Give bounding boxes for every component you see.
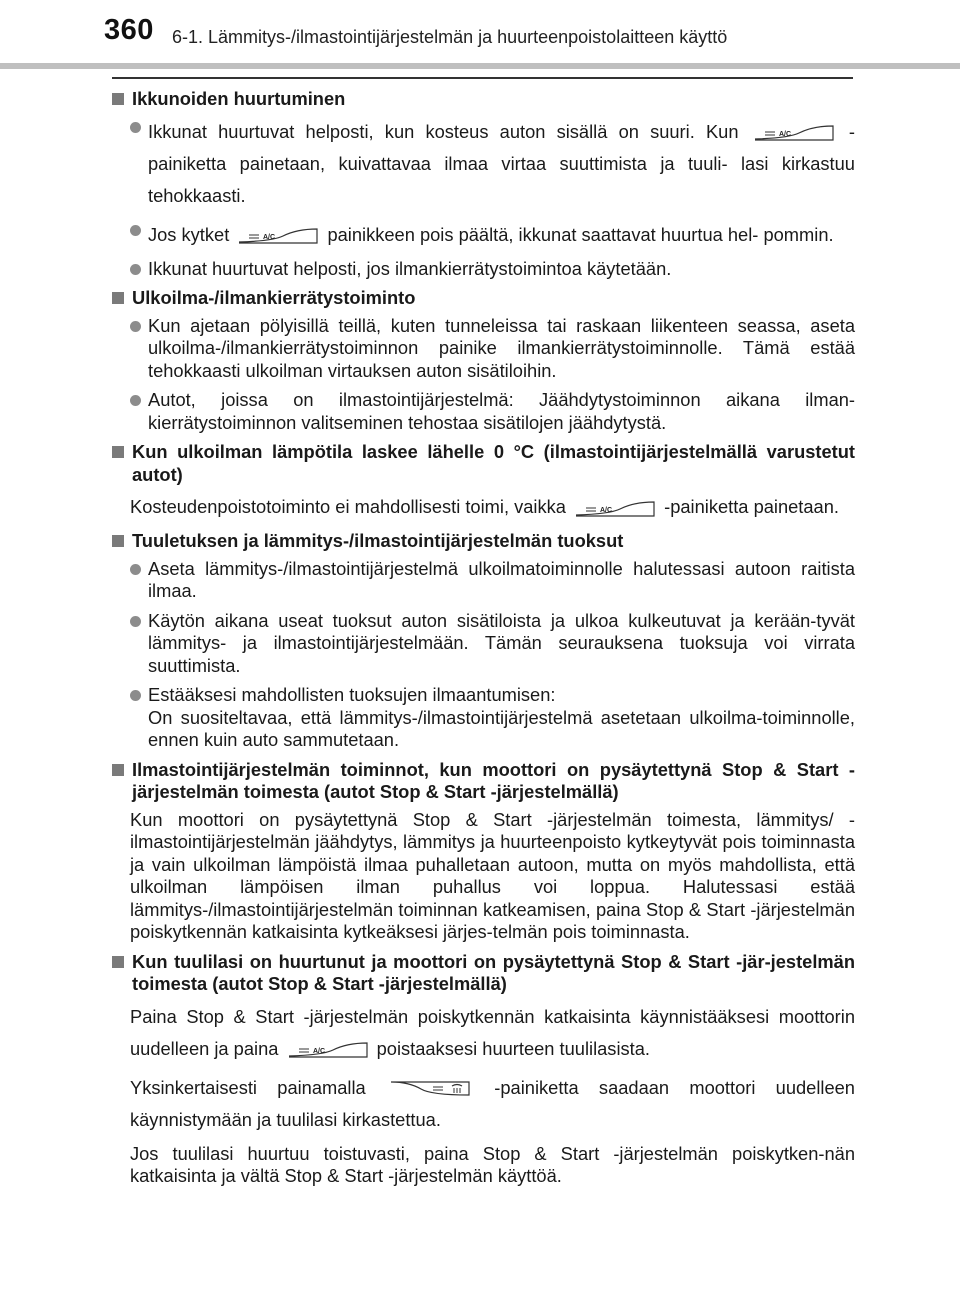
paragraph: Kun moottori on pysäytettynä Stop & Start -järjestelmän toimesta, lämmitys/ -ilmastointijärjestelmän jäähdytys, lämmitys ja huurteenpoisto kytkeytyvät pois toiminnasta ja vain ulkoilman lämpöistä ilmaa puhalletaan autoon, mutta on myös mahdollista, että ulkoilman lämpöisen ilman puhallus voi loppua. Halutessasi estää lämmitys-/ilmastointijärjestelmän toiminnan katkeamisen, paina Stop & Start -järjestelmän poiskytkennän katkaisinta kytkeäksesi järjes-telmän pois toiminnasta. bbox=[130, 808, 855, 942]
section-recirculation bbox=[110, 287, 855, 434]
section-low-temperature bbox=[110, 441, 855, 523]
svg-text:A/C: A/C bbox=[600, 506, 613, 514]
bullet-icon bbox=[130, 225, 141, 236]
section-odors bbox=[110, 530, 855, 752]
section-square-icon bbox=[112, 93, 124, 105]
bullet-icon bbox=[130, 122, 141, 133]
section-square-icon bbox=[112, 956, 124, 968]
section-title: Ulkoilma-/ilmankierrätystoiminto bbox=[132, 287, 416, 308]
bullet-icon bbox=[130, 321, 141, 332]
section-title: Kun tuulilasi on huurtunut ja moottori on pysäytettynä Stop & Start -jär-jestelmän toimesta (autot Stop & Start -järjestelmällä) bbox=[132, 950, 855, 994]
list-item: Jos kytket A/C painikkeen pois päältä, ikkunat saattavat huurtua hel- pommin. bbox=[110, 219, 855, 251]
page-number: 360 bbox=[104, 14, 154, 46]
list-item: Käytön aikana useat tuoksut auton sisätiloista ja ulkoa kulkeutuvat ja kerään-tyvät lämmitys- ja ilmastointijärjestelmään. Tämän seurauksena tuoksuja voi virrata suuttimista. bbox=[110, 610, 855, 678]
svg-text:A/C: A/C bbox=[778, 131, 791, 139]
list-item: Autot, joissa on ilmastointijärjestelmä: Jäähdytystoiminnon aikana ilman-kierrätystoiminnon valitseminen tehostaa sisätilojen jäähdytystä. bbox=[110, 389, 855, 434]
section-title: Ikkunoiden huurtuminen bbox=[132, 88, 346, 109]
section-title: Kun ulkoilman lämpötila laskee lähelle 0 °C (ilmastointijärjestelmällä varustetut autot) bbox=[132, 441, 855, 485]
ac-button-icon bbox=[237, 226, 319, 245]
list-item: Kun ajetaan pölyisillä teillä, kuten tunneleissa tai raskaan liikenteen seassa, aseta ulkoilma-/ilmankierrätystoiminnon painike ilmankierrätystoiminnolle. Tämä estää tehokkaasti ulkoilman virtauksen auton sisätiloihin. bbox=[110, 315, 855, 383]
section-square-icon bbox=[112, 446, 124, 458]
list-item: Ikkunat huurtuvat helposti, jos ilmankierrätystoimintoa käytetään. bbox=[110, 258, 855, 281]
header-rule bbox=[0, 63, 960, 69]
section-square-icon bbox=[112, 764, 124, 776]
section-title: Tuuletuksen ja lämmitys-/ilmastointijärjestelmän tuoksut bbox=[132, 530, 624, 551]
paragraph: Paina Stop & Start -järjestelmän poiskytkennän katkaisinta käynnistääksesi moottorin uudelleen ja paina A/C poistaaksesi huurteen tuulilasista. bbox=[130, 1005, 855, 1059]
ac-button-icon bbox=[753, 123, 835, 142]
running-header: 6-1. Lämmitys-/ilmastointijärjestelmän ja huurteenpoistolaitteen käyttö bbox=[172, 27, 728, 47]
bullet-icon bbox=[130, 564, 141, 575]
section-square-icon bbox=[112, 292, 124, 304]
list-item: Ikkunat huurtuvat helposti, kun kosteus auton sisällä on suuri. Kun A/C -painiketta painetaan, kuivattavaa ilmaa virtaa suuttimista ja tuuli- lasi kirkastuu tehokkaasti. bbox=[110, 116, 855, 212]
svg-text:A/C: A/C bbox=[312, 1048, 325, 1056]
bullet-icon bbox=[130, 616, 141, 627]
windshield-defroster-button-icon bbox=[389, 1079, 471, 1098]
list-item: Aseta lämmitys-/ilmastointijärjestelmä ulkoilmatoiminnolle halutessasi autoon raitista ilmaa. bbox=[110, 558, 855, 603]
bullet-icon bbox=[130, 690, 141, 701]
paragraph: Yksinkertaisesti painamalla -painiketta saadaan moottori uudelleen käynnistymään ja tuulilasi kirkastettua. bbox=[130, 1076, 855, 1130]
section-title: Ilmastointijärjestelmän toiminnot, kun moottori on pysäytettynä Stop & Start -järjestelmän toimesta (autot Stop & Start -järjestelmällä) bbox=[132, 758, 855, 802]
top-rule bbox=[112, 77, 853, 79]
bullet-icon bbox=[130, 395, 141, 406]
paragraph: Kosteudenpoistotoiminto ei mahdollisesti toimi, vaikka A/C -painiketta painetaan. bbox=[130, 496, 839, 517]
svg-text:A/C: A/C bbox=[263, 234, 276, 242]
section-stop-start-functions bbox=[110, 759, 855, 944]
section-windshield-fogged-stop-start bbox=[110, 951, 855, 1188]
list-item: Estääksesi mahdollisten tuoksujen ilmaantumisen: On suositeltavaa, että lämmitys-/ilmastointijärjestelmä asetetaan ulkoilma-toiminnolle, ennen kuin auto sammutetaan. bbox=[110, 684, 855, 752]
section-window-fogging bbox=[110, 88, 855, 280]
page-content bbox=[110, 88, 855, 1195]
ac-button-icon bbox=[287, 1040, 369, 1059]
bullet-icon bbox=[130, 264, 141, 275]
paragraph: Jos tuulilasi huurtuu toistuvasti, paina Stop & Start -järjestelmän poiskytken-nän katkaisinta ja vältä Stop & Start -järjestelmän käyttöä. bbox=[130, 1142, 855, 1186]
section-square-icon bbox=[112, 535, 124, 547]
ac-button-icon bbox=[574, 499, 656, 518]
